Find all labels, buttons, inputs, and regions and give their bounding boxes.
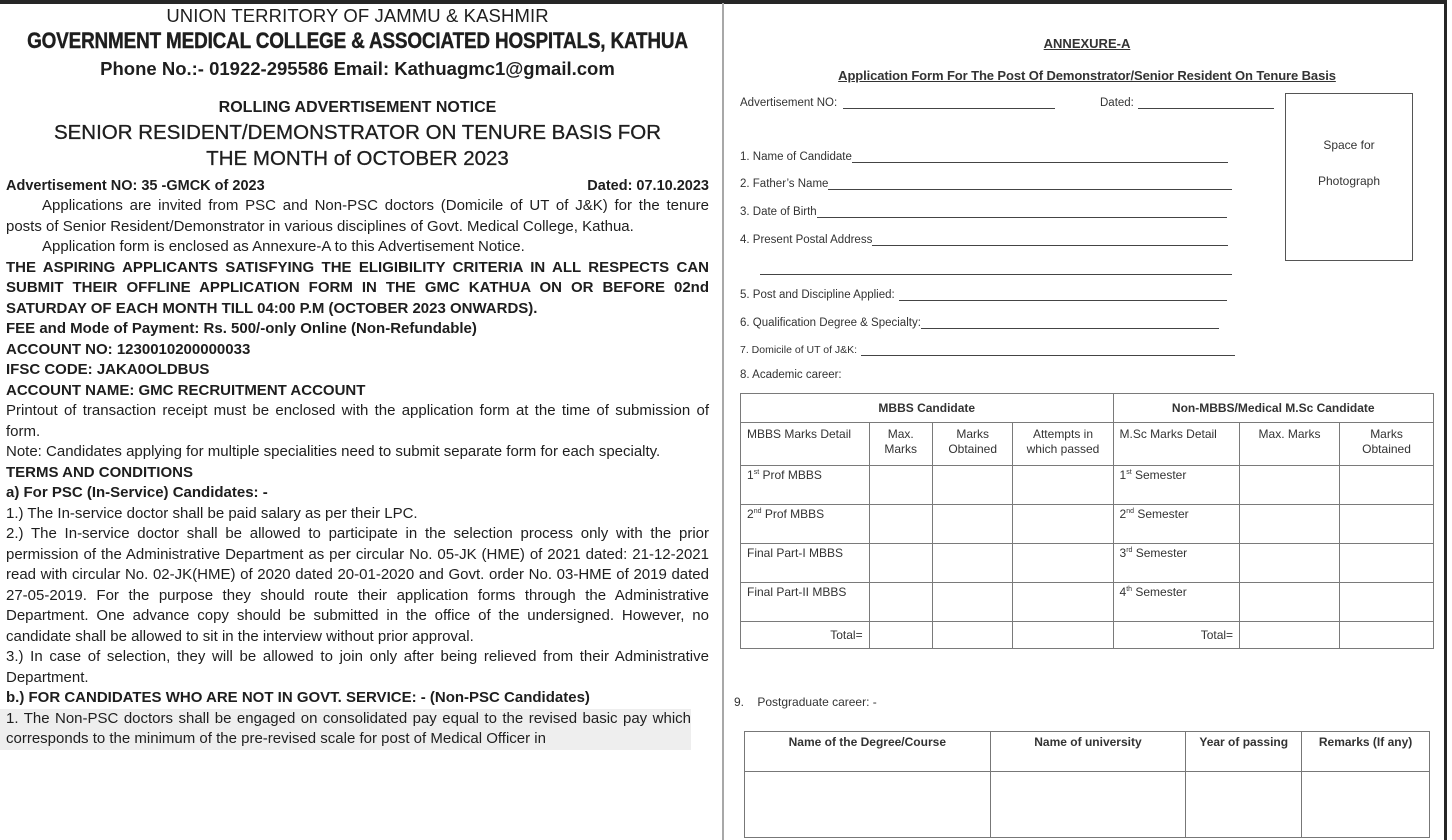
advertisement-date: Dated: 07.10.2023 bbox=[587, 178, 709, 194]
qualification-field[interactable]: 6. Qualification Degree & Specialty: bbox=[740, 316, 1219, 329]
postgraduate-career-table bbox=[744, 731, 1430, 838]
fee-line: FEE and Mode of Payment: Rs. 500/-only Online (Non-Refundable) bbox=[6, 320, 477, 337]
non-mbbs-candidate-header: Non-MBBS/Medical M.Sc Candidate bbox=[1113, 394, 1434, 423]
contact-line: Phone No.:- 01922-295586 Email: Kathuagmc1@gmail.com bbox=[100, 58, 615, 79]
name-of-candidate-field[interactable]: 1. Name of Candidate bbox=[740, 150, 1228, 163]
col-remarks: Remarks (If any) bbox=[1302, 732, 1430, 772]
application-form bbox=[726, 4, 1444, 840]
postal-address-field[interactable]: 4. Present Postal Address bbox=[740, 233, 1228, 246]
academic-career-table bbox=[740, 393, 1434, 649]
col-degree-course: Name of the Degree/Course bbox=[745, 732, 991, 772]
psc-heading: a) For PSC (In-Service) Candidates: - bbox=[6, 484, 268, 501]
col-attempts: Attempts in which passed bbox=[1013, 423, 1113, 466]
date-of-birth-field[interactable]: 3. Date of Birth bbox=[740, 205, 1227, 218]
advertisement-no-line[interactable] bbox=[843, 96, 1055, 109]
postal-address-line2[interactable] bbox=[760, 262, 1232, 275]
advertisement-number: Advertisement NO: 35 -GMCK of 2023 bbox=[6, 178, 265, 194]
non-psc-term-1: 1. The Non-PSC doctors shall be engaged on consolidated pay equal to the revised basic pay which corresponds to the minimum of the pre-revised scale for post of Medical Officer in bbox=[0, 709, 691, 750]
table-row: Final Part-II MBBS 4th Semester bbox=[741, 583, 1434, 622]
total-row bbox=[741, 622, 1434, 649]
form-title: Application Form For The Post Of Demonstrator/Senior Resident On Tenure Basis bbox=[838, 68, 1336, 83]
mbbs-candidate-header: MBBS Candidate bbox=[741, 394, 1114, 423]
terms-heading: TERMS AND CONDITIONS bbox=[6, 463, 193, 481]
table-row bbox=[745, 772, 1430, 838]
notice-title-line2: THE MONTH of OCTOBER 2023 bbox=[206, 147, 509, 170]
advertisement-no-field[interactable]: Advertisement NO: bbox=[740, 96, 1055, 109]
advertisement-row bbox=[6, 176, 709, 196]
eligibility-paragraph: THE ASPIRING APPLICANTS SATISFYING THE ELIGIBILITY CRITERIA IN ALL RESPECTS CAN SUBMIT THEIR OFFLINE APPLICATION FORM IN THE GMC KATHUA ON OR BEFORE 02nd SATURDAY OF EACH MONTH TILL 04:00 P.M (OCTOBER 2023 ONWARDS). bbox=[6, 258, 709, 317]
receipt-note: Printout of transaction receipt must be enclosed with the application form at the time of submission of form. bbox=[6, 402, 709, 440]
table-row: Final Part-I MBBS 3rd Semester bbox=[741, 544, 1434, 583]
annexure-note: Application form is enclosed as Annexure-A to this Advertisement Notice. bbox=[42, 238, 525, 255]
psc-term-1: 1.) The In-service doctor shall be paid salary as per their LPC. bbox=[6, 504, 418, 522]
ifsc-code: IFSC CODE: JAKA0OLDBUS bbox=[6, 361, 210, 378]
column-divider bbox=[722, 3, 724, 840]
institution-heading: GOVERNMENT MEDICAL COLLEGE & ASSOCIATED HOSPITALS, KATHUA bbox=[27, 28, 688, 53]
fathers-name-field[interactable]: 2. Father’s Name bbox=[740, 177, 1232, 190]
dated-line[interactable] bbox=[1138, 96, 1274, 109]
col-university: Name of university bbox=[990, 732, 1186, 772]
post-discipline-field[interactable]: 5. Post and Discipline Applied: bbox=[740, 288, 1227, 301]
col-marks-obtained: Marks Obtained bbox=[932, 423, 1013, 466]
dated-field[interactable]: Dated: bbox=[1100, 96, 1274, 109]
academic-career-label: 8. Academic career: bbox=[740, 369, 842, 381]
multiple-specialities-note: Note: Candidates applying for multiple specialities need to submit separate form for each specialty. bbox=[6, 443, 661, 460]
psc-term-2: 2.) The In-service doctor shall be allowed to participate in the selection process only with the prior permission of the Administrative Department as per circular No. 05-JK (HME) of 2021 dated: 21-12-2021 read with circular No. 02-JK(HME) of 2020 dated 20-01-2020 and Govt. order No. 03-HME of 2019 dated 27-05-2019. For the purpose they should route their application forms through the Administrative Department. One advance copy should be submitted in the office of the undersigned. However, no candidate shall be allowed to sit in the interview without prior approval. bbox=[6, 525, 709, 645]
col-max-marks: Max. Marks bbox=[869, 423, 932, 466]
account-name: ACCOUNT NAME: GMC RECRUITMENT ACCOUNT bbox=[6, 381, 366, 399]
table-row: 2nd Prof MBBS 2nd Semester bbox=[741, 505, 1434, 544]
right-border bbox=[1444, 0, 1447, 840]
non-psc-heading: b.) FOR CANDIDATES WHO ARE NOT IN GOVT. SERVICE: - (Non-PSC Candidates) bbox=[6, 689, 590, 706]
ut-heading: UNION TERRITORY OF JAMMU & KASHMIR bbox=[166, 5, 549, 26]
photograph-box: Space for Photograph bbox=[1285, 93, 1413, 261]
notice-title-line1: SENIOR RESIDENT/DEMONSTRATOR ON TENURE BASIS FOR bbox=[53, 121, 662, 144]
postgraduate-career-label: 9. Postgraduate career: - bbox=[734, 695, 877, 709]
col-msc-marks-obtained: Marks Obtained bbox=[1340, 423, 1434, 466]
annexure-title: ANNEXURE-A bbox=[1043, 36, 1131, 51]
col-msc-marks-detail: M.Sc Marks Detail bbox=[1113, 423, 1240, 466]
col-mbbs-marks-detail: MBBS Marks Detail bbox=[741, 423, 870, 466]
intro-paragraph: Applications are invited from PSC and Non-PSC doctors (Domicile of UT of J&K) for the tenure posts of Senior Resident/Demonstrator in various disciplines of Govt. Medical College, Kathua. bbox=[6, 197, 709, 235]
col-msc-max-marks: Max. Marks bbox=[1240, 423, 1340, 466]
mbbs-total-label: Total= bbox=[741, 622, 870, 649]
table-row: 1st Prof MBBS 1st Semester bbox=[741, 466, 1434, 505]
msc-total-label: Total= bbox=[1113, 622, 1240, 649]
psc-term-3: 3.) In case of selection, they will be allowed to join only after being relieved from their Administrative Department. bbox=[6, 648, 709, 686]
account-number: ACCOUNT NO: 1230010200000033 bbox=[6, 340, 251, 358]
rolling-notice-heading: ROLLING ADVERTISEMENT NOTICE bbox=[218, 99, 497, 116]
advertisement-notice bbox=[6, 4, 709, 750]
col-year-of-passing: Year of passing bbox=[1186, 732, 1302, 772]
domicile-field[interactable]: 7. Domicile of UT of J&K: bbox=[740, 343, 1235, 356]
